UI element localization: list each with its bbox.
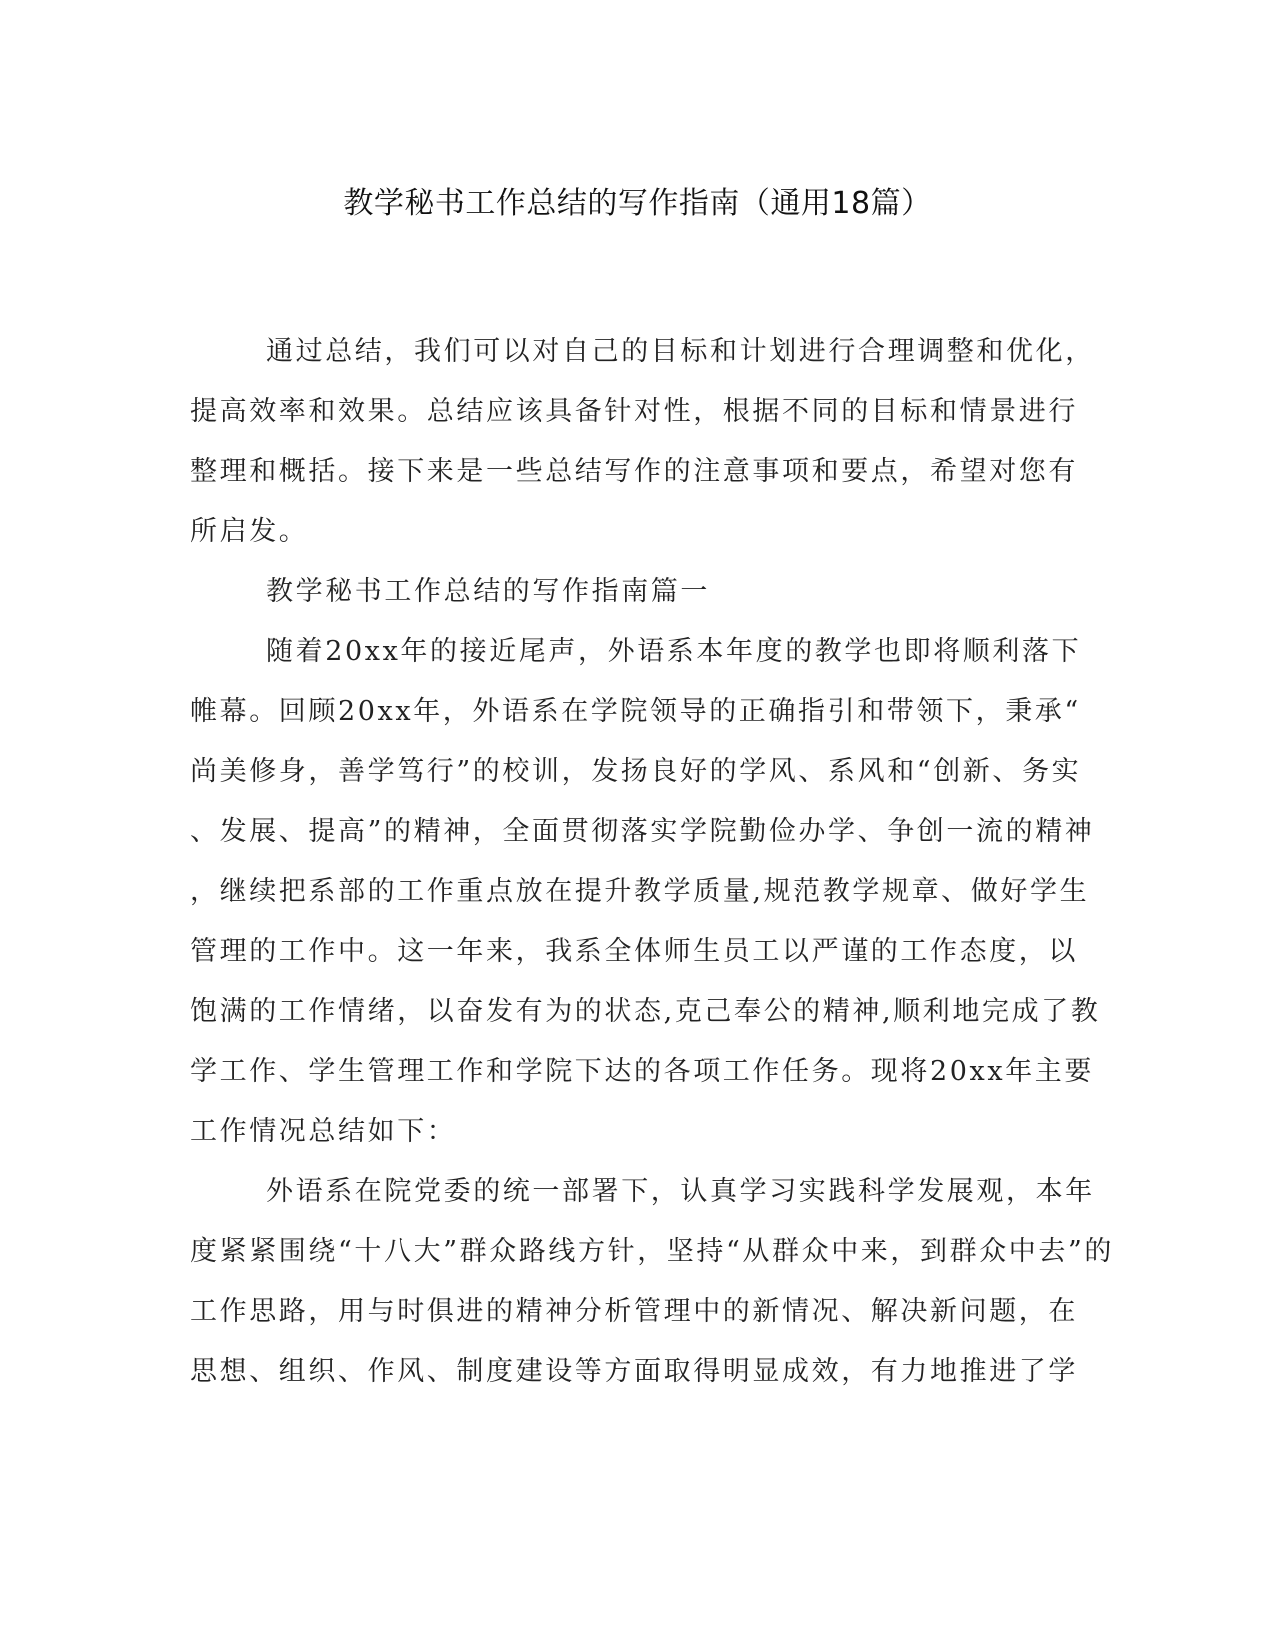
body-line: 外语系在院党委的统一部署下，认真学习实践科学发展观，本年 — [266, 1176, 1095, 1207]
body-line: 饱满的工作情绪，以奋发有为的状态,克己奉公的精神,顺利地完成了教 — [190, 996, 1101, 1027]
body-line: 工作思路，用与时俱进的精神分析管理中的新情况、解决新问题，在 — [190, 1296, 1078, 1327]
body-line: ，继续把系部的工作重点放在提升教学质量,规范教学规章、做好学生 — [190, 876, 1090, 907]
body-line: 通过总结，我们可以对自己的目标和计划进行合理调整和优化， — [266, 336, 1095, 367]
document-body — [190, 322, 1115, 1402]
body-line: 帷幕。回顾20xx年，外语系在学院领导的正确指引和带领下，秉承“ — [190, 696, 1081, 727]
body-line: 、发展、提高”的精神，全面贯彻落实学院勤俭办学、争创一流的精神 — [190, 816, 1095, 847]
document-title: 教学秘书工作总结的写作指南（通用18篇） — [343, 186, 932, 221]
body-line: 管理的工作中。这一年来，我系全体师生员工以严谨的工作态度，以 — [190, 936, 1078, 967]
body-line: 整理和概括。接下来是一些总结写作的注意事项和要点，希望对您有 — [190, 456, 1078, 487]
section-heading: 教学秘书工作总结的写作指南篇一 — [266, 576, 710, 607]
body-line: 提高效率和效果。总结应该具备针对性，根据不同的目标和情景进行 — [190, 396, 1078, 427]
body-line: 学工作、学生管理工作和学院下达的各项工作任务。现将20xx年主要 — [190, 1056, 1095, 1087]
body-line: 思想、组织、作风、制度建设等方面取得明显成效，有力地推进了学 — [190, 1356, 1078, 1387]
body-line: 所启发。 — [190, 516, 309, 547]
body-line: 随着20xx年的接近尾声，外语系本年度的教学也即将顺利落下 — [266, 636, 1082, 667]
body-line: 度紧紧围绕“十八大”群众路线方针，坚持“从群众中来，到群众中去”的 — [190, 1236, 1115, 1267]
body-line: 尚美修身，善学笃行”的校训，发扬良好的学风、系风和“创新、务实 — [190, 756, 1082, 787]
body-line: 工作情况总结如下： — [190, 1116, 457, 1147]
